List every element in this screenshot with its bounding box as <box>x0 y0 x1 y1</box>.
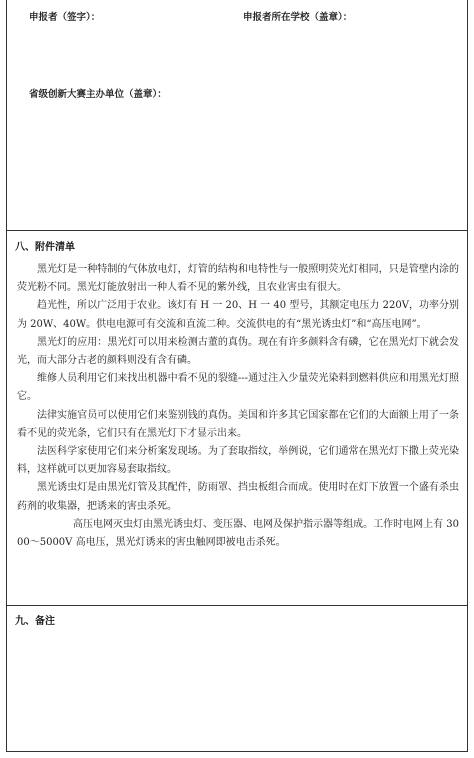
attachment-list-body <box>17 261 459 552</box>
paragraph: 法医科学家使用它们来分析案发现场。为了套取指纹，举例说，它们通常在黑光灯下撒上荧光染料，这样就可以更加容易套取指纹。 <box>17 446 459 476</box>
paragraph: 黑光灯是一种特制的气体放电灯，灯管的结构和电特性与一般照明荧光灯相同，只是管壁内涂的荧光粉不同。黑光灯能放射出一种人看不见的紫外线，且农业害虫有很大。 <box>17 264 459 294</box>
divider-remarks-section <box>7 605 467 606</box>
paragraph: 法律实施官员可以使用它们来鉴别钱的真伪。美国和许多其它国家都在它们的大面额上用了一条看不见的荧光条，它们只有在黑光灯下才显示出来。 <box>17 409 459 439</box>
attachment-list-heading: 八、附件清单 <box>15 242 75 253</box>
remarks-heading: 九、备注 <box>15 616 55 627</box>
divider-signature-section <box>7 230 467 231</box>
form-frame <box>6 0 468 752</box>
paragraph: 高压电网灭虫灯由黑光诱虫灯、变压器、电网及保护指示器等组成。工作时电网上有 3000～5000V 高电压，黑光灯诱来的害虫触网即被电击杀死。 <box>17 518 459 549</box>
organizer-stamp-label: 省级创新大赛主办单位（盖章）： <box>29 89 167 100</box>
paragraph: 维修人员利用它们来找出机器中看不见的裂缝---通过注入少量荧光染料到燃料供应和用黑光灯照它。 <box>17 373 459 403</box>
paragraph: 黑光灯的应用：黑光灯可以用来检测古董的真伪。现在有许多颜料含有磷，它在黑光灯下就会发光，而大部分古老的颜料则没有含有磷。 <box>17 336 459 367</box>
applicant-signature-label: 申报者（签字）： <box>29 12 101 23</box>
paragraph: 趋光性，所以广泛用于农业。该灯有 H 一 20、H 一 40 型号，其额定电压力 220V，功率分别为 20W、40W。供电电源可有交流和直流二种。交流供电的有“黑光诱虫灯”和“高压电网”。 <box>17 300 459 330</box>
paragraph: 黑光诱虫灯是由黑光灯管及其配件，防雨罩、挡虫板组合而成。使用时在灯下放置一个盛有杀虫药剂的收集器，把诱来的害虫杀死。 <box>17 482 459 512</box>
school-stamp-label: 申报者所在学校（盖章）： <box>243 12 353 23</box>
